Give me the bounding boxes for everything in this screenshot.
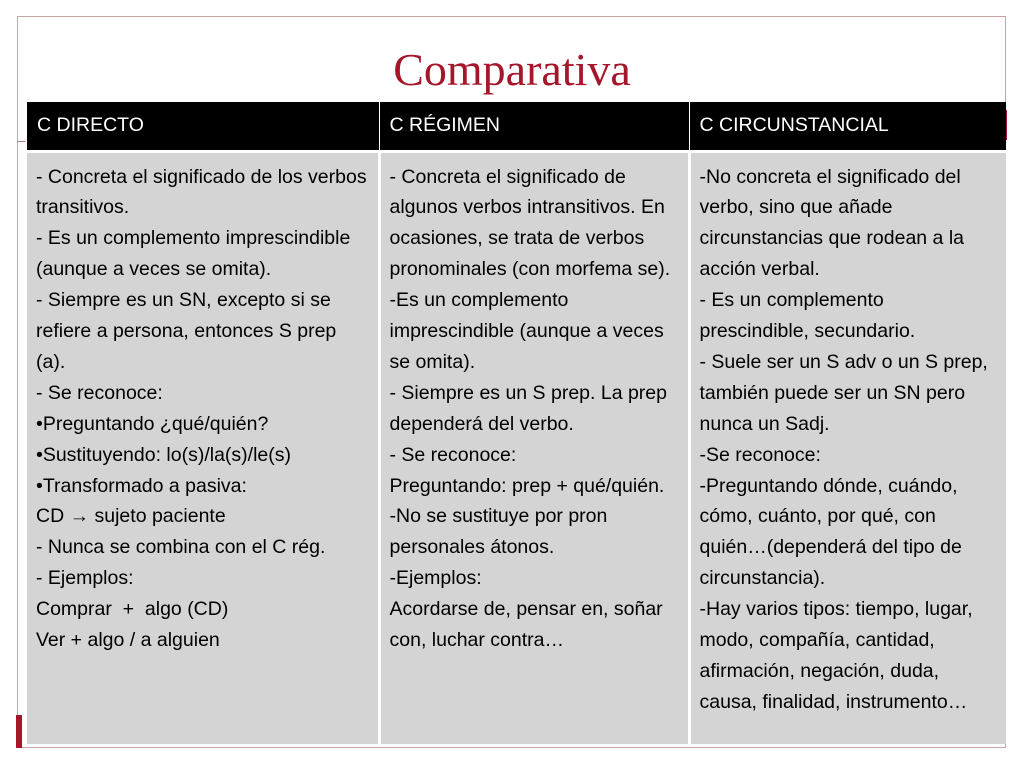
cd-line: •Transformado a pasiva:	[36, 474, 247, 497]
creg-line: - Se reconoce:	[389, 443, 517, 466]
cd-line: - Es un complemento imprescindible (aunque a veces se omita).	[36, 227, 356, 281]
creg-line: - Siempre es un S prep. La prep dependerá del verbo.	[389, 381, 673, 435]
cd-line: •Preguntando ¿qué/quién?	[36, 412, 269, 435]
cd-line: - Nunca se combina con el C rég.	[36, 536, 326, 559]
creg-line: -Es un complemento imprescindible (aunque a veces se omita).	[389, 289, 670, 373]
ccirc-line: -No concreta el significado del verbo, sino que añade circunstancias que rodean a la acción verbal.	[699, 165, 970, 281]
creg-line: - Concreta el significado de algunos verbos intransitivos. En ocasiones, se trata de verbos pronominales (con morfema se).	[389, 165, 671, 281]
cd-line: - Se reconoce:	[36, 381, 163, 404]
creg-line: Preguntando: prep + qué/quién.	[389, 474, 665, 497]
content-row	[27, 151, 1006, 744]
ccirc-line: - Suele ser un S adv o un S prep, también puede ser un SN pero nunca un Sadj.	[699, 350, 994, 435]
ccirc-line: -Preguntando dónde, cuándo, cómo, cuánto, por qué, con quién…(dependerá del tipo de circunstancia).	[699, 474, 968, 590]
cd-line: - Concreta el significado de los verbos transitivos.	[36, 165, 373, 219]
creg-line: Acordarse de, pensar en, soñar con, luchar contra…	[389, 598, 669, 652]
accent-bar-left	[16, 715, 22, 748]
ccirc-line: -Se reconoce:	[699, 443, 821, 466]
cd-line: - Siempre es un SN, excepto si se refiere a persona, entonces S prep (a).	[36, 289, 342, 373]
cell-c-circunstancial	[689, 151, 1006, 744]
creg-line: -No se sustituye por pron personales átonos.	[389, 505, 613, 559]
cell-c-regimen	[379, 151, 689, 744]
creg-line: -Ejemplos:	[389, 567, 482, 590]
header-c-circunstancial: C CIRCUNSTANCIAL	[689, 102, 1006, 151]
header-c-directo: C DIRECTO	[27, 102, 379, 151]
cd-line: •Sustituyendo: lo(s)/la(s)/le(s)	[36, 443, 291, 466]
ccirc-line: - Es un complemento prescindible, secundario.	[699, 289, 916, 343]
cd-line: CD → sujeto paciente	[36, 505, 226, 528]
cell-c-directo	[27, 151, 379, 744]
slide-tick-mark	[17, 141, 25, 142]
cd-line: Ver + algo / a alguien	[36, 629, 220, 652]
cd-line: - Ejemplos:	[36, 567, 134, 590]
cd-line: Comprar + algo (CD)	[36, 598, 229, 621]
header-row	[27, 102, 1006, 151]
ccirc-line: -Hay varios tipos: tiempo, lugar, modo, compañía, cantidad, afirmación, negación, duda, causa, finalidad, instrumento…	[699, 598, 979, 713]
slide-title: Comparativa	[393, 44, 631, 95]
header-c-regimen: C RÉGIMEN	[379, 102, 689, 151]
comparison-table	[27, 102, 1006, 744]
